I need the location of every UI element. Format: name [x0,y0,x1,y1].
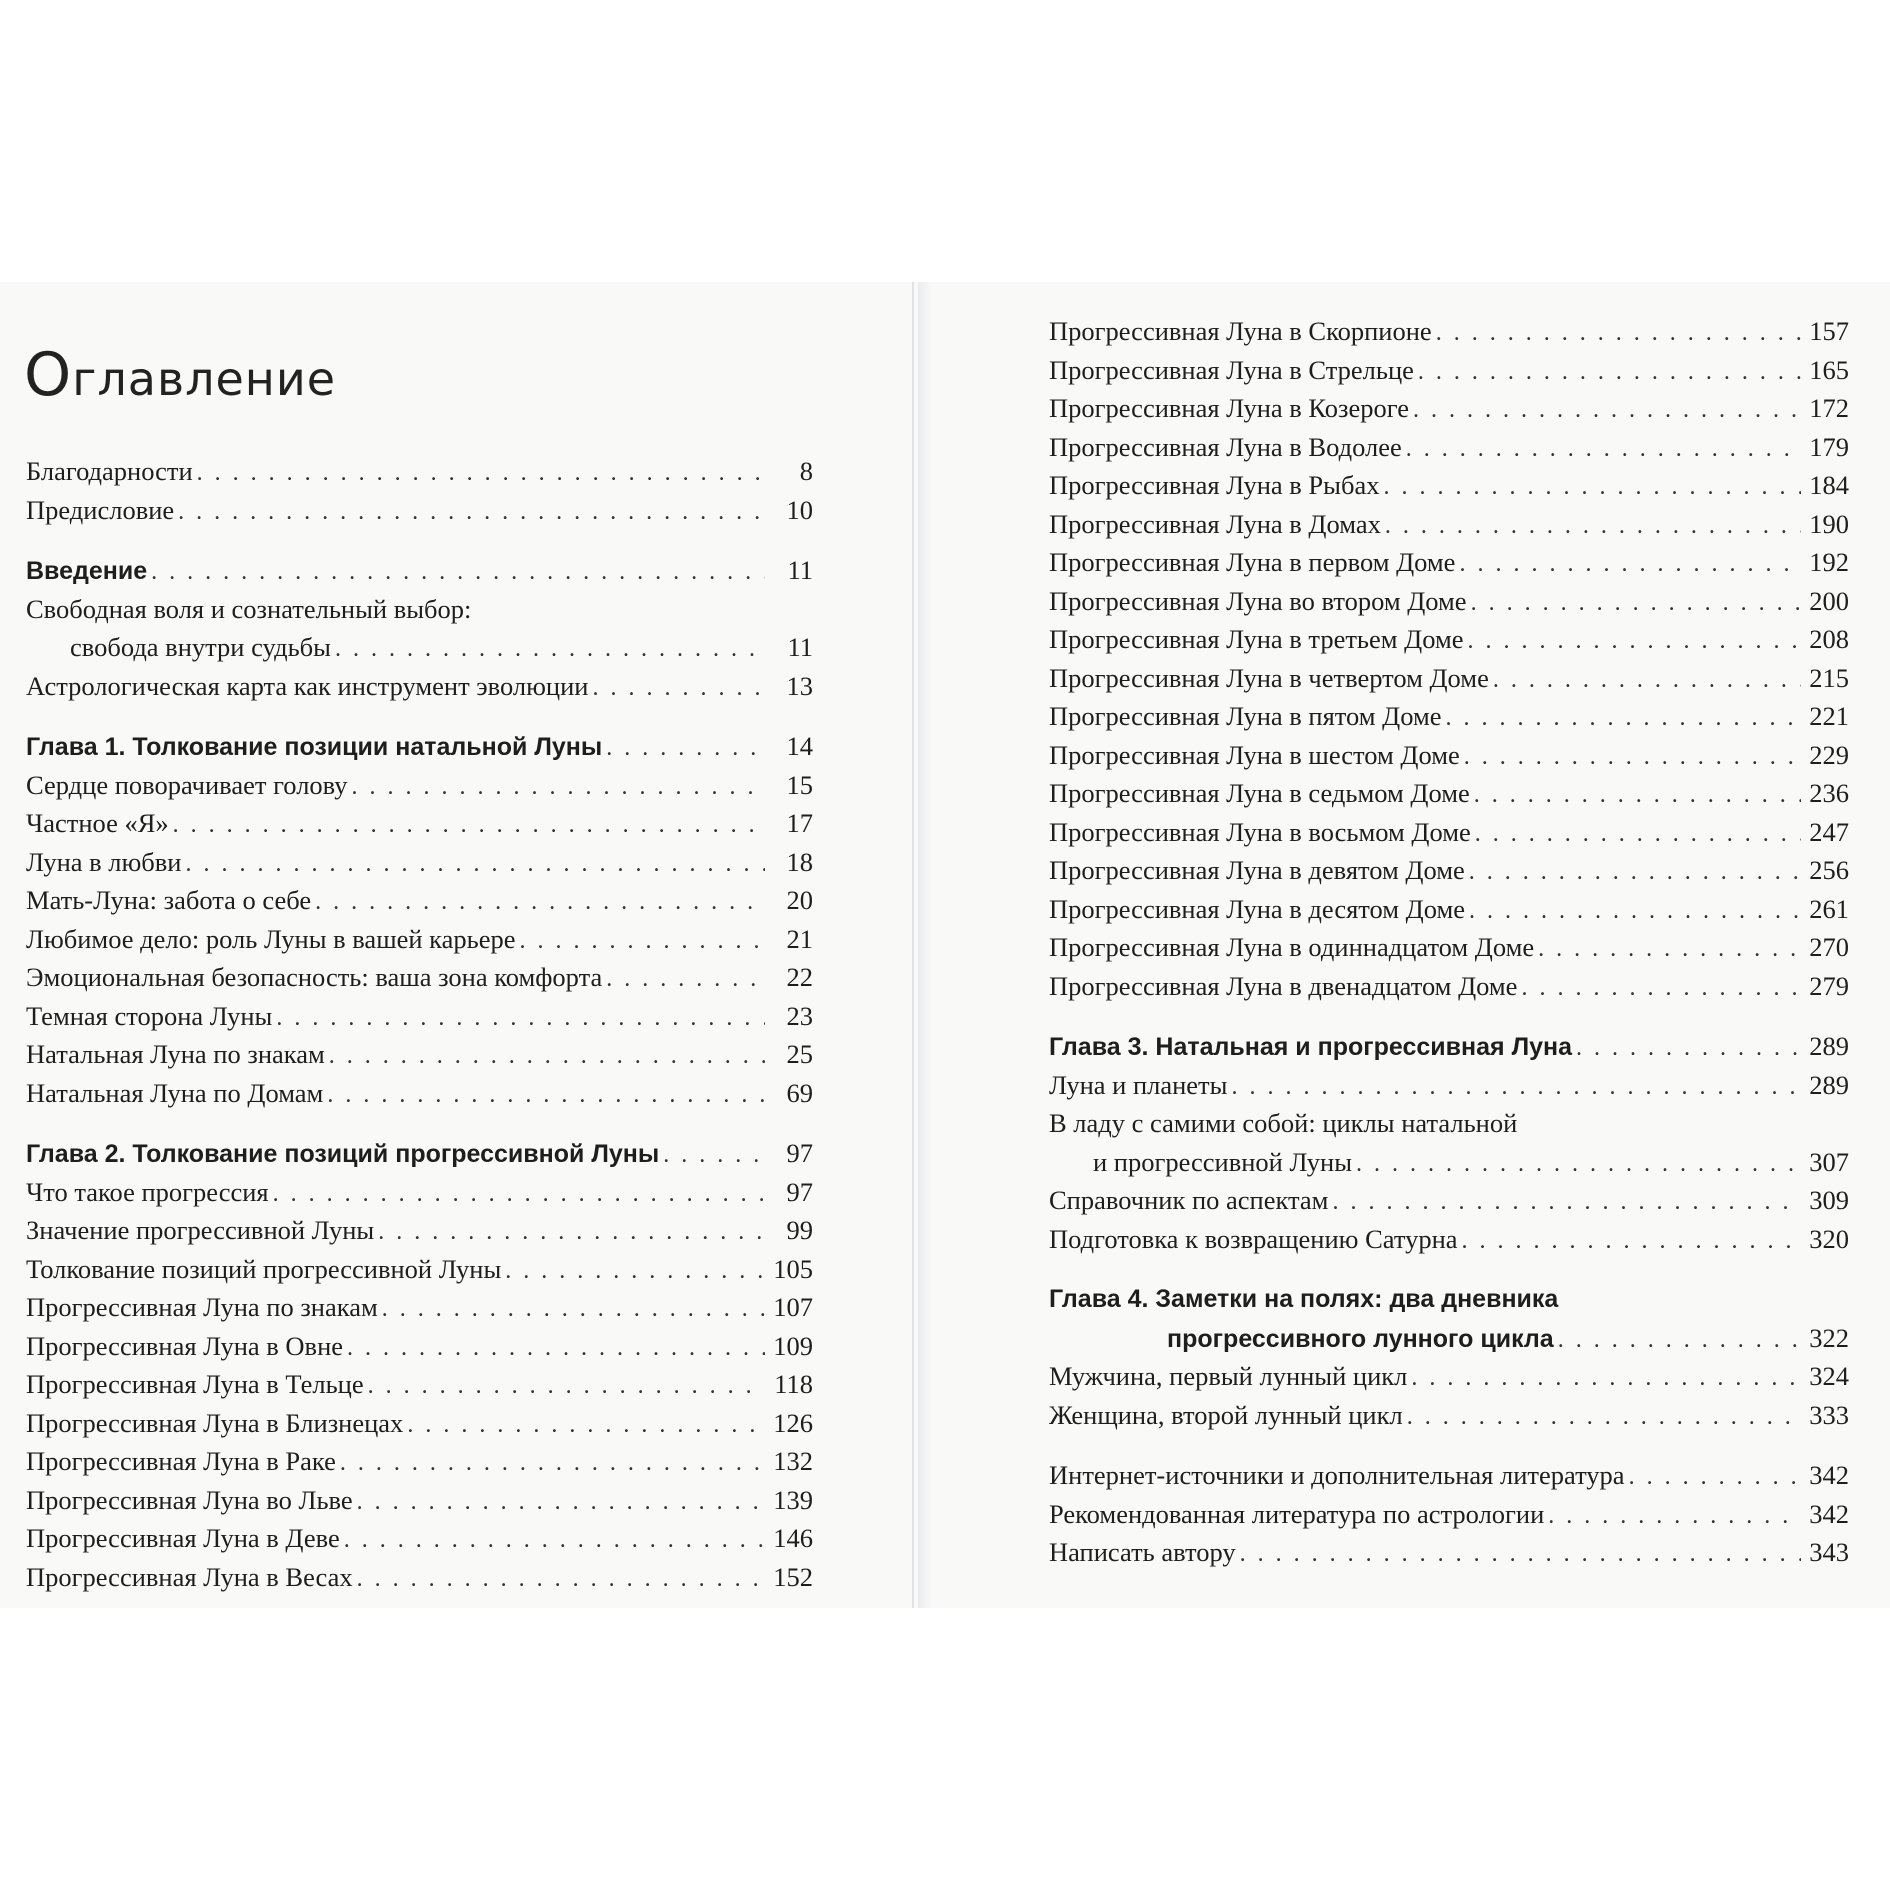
toc-left-list [26,452,813,1596]
toc-dot-leader [378,1213,765,1252]
toc-page-number: 190 [1809,508,1849,539]
toc-entry-title: Прогрессивная Луна в шестом Доме [1049,739,1460,770]
toc-entry [1049,774,1849,813]
toc-page-number: 13 [786,670,813,701]
toc-entry [26,1404,813,1443]
toc-page-number: 184 [1809,470,1849,500]
toc-entry-title: Прогрессивная Луна в одиннадцатом Доме [1049,932,1535,962]
toc-entry-title: Прогрессивная Луна в восьмом Доме [1049,816,1471,847]
toc-dot-leader [1464,738,1801,777]
toc-entry-title: Прогрессивная Луна в Деве [26,1523,340,1553]
toc-page-number: 15 [786,769,813,800]
toc-dot-leader [1576,1029,1801,1068]
toc-entry [26,843,813,882]
toc-dot-leader [1558,1321,1801,1360]
book-spine [912,282,914,1608]
toc-entry [26,628,813,667]
toc-entry-title: Прогрессивная Луна в Водолее [1049,431,1402,462]
toc-entry-title: Написать автору [1049,1537,1236,1567]
toc-entry-title: и прогрессивной Луны [1093,1146,1353,1177]
toc-page-number: 342 [1809,1498,1849,1529]
toc-entry [1049,697,1849,736]
toc-chapter-entry [26,727,813,766]
toc-entry-title: Мужчина, первый лунный цикл [1049,1361,1408,1391]
toc-page-number: 20 [786,885,813,915]
toc-entry-title: Луна в любви [26,846,182,877]
toc-dot-leader [173,806,765,845]
toc-page-number: 17 [786,808,813,838]
toc-dot-leader [1469,853,1801,892]
toc-entry [26,997,813,1036]
toc-entry [1049,466,1849,505]
toc-entry-title: Прогрессивная Луна в Овне [26,1330,344,1361]
toc-entry-title: Прогрессивная Луна в Скорпионе [1049,316,1432,346]
toc-entry-title: Луна и планеты [1049,1069,1228,1100]
toc-entry-title: Любимое дело: роль Луны в вашей карьере [26,923,516,954]
toc-entry-title: Прогрессивная Луна в Козероге [1049,393,1410,423]
toc-page-number: 132 [773,1446,813,1476]
toc-entry [26,958,813,997]
toc-entry [1049,1533,1849,1572]
toc-dot-leader [1413,391,1801,430]
toc-entry [1049,1357,1849,1396]
toc-page-number: 307 [1809,1146,1849,1177]
toc-entry [26,1365,813,1404]
toc-page-number: 261 [1809,893,1849,924]
toc-entry [1049,1456,1849,1495]
toc-dot-leader [1406,430,1801,469]
toc-entry [26,1250,813,1289]
left-page [0,282,930,1608]
toc-entry-title: Что такое прогрессия [26,1176,269,1207]
toc-dot-leader [352,768,765,807]
toc-entry-title: Прогрессивная Луна по знакам [26,1292,378,1322]
toc-entry-title: Прогрессивная Луна в десятом Доме [1049,893,1466,924]
toc-entry-title: Сердце поворачивает голову [26,769,348,800]
toc-dot-leader [1462,1222,1801,1261]
toc-entry-title: Прогрессивная Луна в Рыбах [1049,470,1380,500]
toc-page-number: 18 [786,846,813,877]
toc-entry-title: Значение прогрессивной Луны [26,1215,375,1245]
toc-entry [1049,1066,1849,1105]
toc-dot-leader [273,1175,765,1214]
toc-dot-leader [340,1444,765,1483]
toc-dot-leader [1459,545,1801,584]
toc-page-number: 126 [773,1407,813,1438]
toc-entry [1049,659,1849,698]
toc-chapter-entry [26,1134,813,1173]
toc-page-number: 109 [773,1330,813,1361]
toc-page-number: 22 [786,962,813,992]
toc-dot-leader [382,1290,765,1329]
toc-entry [1049,543,1849,582]
toc-page-number: 157 [1809,316,1849,346]
toc-page-number: 11 [787,555,813,585]
toc-page-number: 179 [1809,431,1849,462]
toc-page-number: 11 [787,632,813,662]
toc-dot-leader [1474,776,1801,815]
toc-chapter-entry [26,551,813,590]
toc-page-number: 342 [1809,1460,1849,1490]
toc-dot-leader [1411,1359,1801,1398]
toc-entry [26,1558,813,1597]
toc-entry [1049,312,1849,351]
toc-entry [26,1074,813,1113]
toc-entry-title: Толкование позиций прогрессивной Луны [26,1253,502,1284]
toc-dot-leader [407,1406,765,1445]
toc-dot-leader [1240,1535,1801,1574]
toc-entry-title: Прогрессивная Луна в двенадцатом Доме [1049,970,1518,1001]
toc-entry [1049,1143,1849,1182]
toc-entry-title: Прогрессивная Луна в Домах [1049,508,1381,539]
toc-page-number: 192 [1809,547,1849,577]
toc-entry [26,1288,813,1327]
toc-entry-title: Глава 2. Толкование позиций прогрессивной Луны [26,1140,660,1168]
toc-page-number: 343 [1809,1537,1849,1567]
toc-page-number: 208 [1809,624,1849,654]
toc-page-number: 99 [786,1215,813,1245]
toc-dot-leader [357,1483,765,1522]
toc-entry-title: Глава 3. Натальная и прогрессивная Луна [1049,1033,1573,1061]
toc-entry [26,1173,813,1212]
toc-entry-title: Введение [26,557,148,585]
toc-entry-title: Прогрессивная Луна в четвертом Доме [1049,662,1489,693]
toc-dot-leader [1418,353,1801,392]
toc-entry-title: Прогрессивная Луна в Раке [26,1446,336,1476]
toc-page-number: 69 [786,1077,813,1108]
toc-page-number: 23 [786,1000,813,1031]
toc-dot-leader [1385,507,1801,546]
toc-page-number: 236 [1809,778,1849,808]
toc-page-number: 25 [786,1039,813,1069]
toc-page-number: 333 [1809,1399,1849,1430]
toc-page-number: 97 [786,1138,813,1168]
title-first-letter: О [24,340,73,410]
toc-entry [1049,736,1849,775]
toc-entry [1049,890,1849,929]
toc-entry-title: В ладу с самими собой: циклы натальной [1049,1108,1518,1138]
toc-entry-title: Предисловие [26,494,175,525]
toc-entry [26,920,813,959]
toc-dot-leader [185,845,765,884]
toc-page-number: 270 [1809,932,1849,962]
toc-entry-title: Темная сторона Луны [26,1000,273,1031]
toc-entry [1049,620,1849,659]
toc-right-list [1049,312,1849,1572]
toc-entry [1049,1220,1849,1259]
toc-dot-leader [276,999,765,1038]
toc-entry-title: Прогрессивная Луна в третьем Доме [1049,624,1464,654]
toc-dot-leader [1383,468,1801,507]
toc-entry-title: Прогрессивная Луна в седьмом Доме [1049,778,1470,808]
toc-dot-leader [1521,969,1801,1008]
toc-page-number: 8 [799,456,813,486]
toc-page-number: 10 [786,494,813,525]
toc-page-number: 105 [773,1253,813,1284]
toc-entry-title: Женщина, второй лунный цикл [1049,1399,1403,1430]
toc-entry-title: Прогрессивная Луна в девятом Доме [1049,855,1465,885]
toc-page-number: 320 [1809,1223,1849,1254]
toc-entry [26,452,813,491]
toc-entry [1049,582,1849,621]
toc-dot-leader [357,1560,765,1599]
toc-page-number: 229 [1809,739,1849,770]
toc-entry-title: Глава 4. Заметки на полях: два дневника [1049,1285,1559,1313]
toc-entry-title: Прогрессивная Луна в Весах [26,1561,353,1592]
title-rest: главление [72,352,337,406]
toc-dot-leader [1468,622,1801,661]
toc-entry [26,491,813,530]
toc-entry-title: Благодарности [26,456,193,486]
toc-dot-leader [1446,699,1801,738]
spine-shadow [918,282,932,1608]
toc-page-number: 309 [1809,1185,1849,1215]
toc-dot-leader [1407,1398,1801,1437]
toc-dot-leader [1493,661,1801,700]
toc-entry-title: Прогрессивная Луна в Стрельце [1049,354,1414,385]
toc-dot-leader [1475,815,1801,854]
toc-entry-title: Астрологическая карта как инструмент эволюции [26,670,589,701]
toc-entry-title: прогрессивного лунного цикла [1167,1324,1554,1353]
toc-entry [1049,351,1849,390]
toc-dot-leader [329,1037,765,1076]
toc-page-number: 289 [1809,1031,1849,1061]
toc-entry [26,1035,813,1074]
toc-dot-leader [1231,1068,1801,1107]
toc-page-number: 247 [1809,816,1849,847]
toc-entry [1049,428,1849,467]
toc-page-number: 172 [1809,393,1849,423]
toc-page-number: 146 [773,1523,813,1553]
toc-entry-title: свобода внутри судьбы [70,632,331,662]
toc-dot-leader [1548,1497,1801,1536]
toc-page-number: 21 [786,923,813,954]
toc-page-number: 165 [1809,354,1849,385]
toc-entry-title: Натальная Луна по Домам [26,1077,324,1108]
toc-entry [1049,1396,1849,1435]
toc-entry [1049,813,1849,852]
toc-chapter-entry [1049,1280,1849,1319]
toc-page-number: 152 [773,1561,813,1592]
toc-entry [26,766,813,805]
toc-entry [1049,389,1849,428]
toc-dot-leader [663,1136,765,1175]
toc-entry-title: Прогрессивная Луна в первом Доме [1049,547,1456,577]
toc-right-column [1049,312,1849,1572]
toc-page-number: 289 [1809,1069,1849,1100]
toc-dot-leader [178,493,765,532]
toc-entry [26,667,813,706]
toc-entry-title: Прогрессивная Луна в Тельце [26,1369,364,1399]
page-title [24,340,336,410]
toc-entry-title: Частное «Я» [26,808,169,838]
toc-entry-title: Интернет-источники и дополнительная литература [1049,1460,1625,1490]
toc-page-number: 324 [1809,1361,1849,1391]
toc-dot-leader [344,1521,765,1560]
toc-entry [26,881,813,920]
toc-dot-leader [327,1076,765,1115]
toc-dot-leader [347,1329,765,1368]
toc-dot-leader [606,729,765,768]
toc-entry [26,1211,813,1250]
toc-dot-leader [592,669,765,708]
toc-page-number: 215 [1809,662,1849,693]
toc-entry [1049,928,1849,967]
toc-entry-title: Прогрессивная Луна во Льве [26,1484,353,1515]
toc-entry-title: Натальная Луна по знакам [26,1039,325,1069]
toc-entry-title: Глава 1. Толкование позиции натальной Луны [26,733,603,761]
toc-dot-leader [1436,314,1801,353]
toc-dot-leader [1332,1183,1801,1222]
toc-page-number: 221 [1809,701,1849,731]
toc-entry [1049,1495,1849,1534]
toc-dot-leader [315,883,765,922]
toc-entry-title: Рекомендованная литература по астрологии [1049,1498,1545,1529]
toc-page-number: 322 [1809,1322,1849,1353]
toc-dot-leader [1629,1458,1801,1497]
toc-entry [26,590,813,629]
toc-dot-leader [1471,584,1801,623]
toc-page-number: 14 [786,731,813,761]
toc-entry [26,1481,813,1520]
book-spread [0,282,1890,1608]
toc-chapter-entry [1049,1319,1849,1358]
toc-chapter-entry [1049,1027,1849,1066]
toc-page-number: 200 [1809,585,1849,616]
toc-page-number: 107 [773,1292,813,1322]
toc-dot-leader [335,630,765,669]
toc-entry [1049,505,1849,544]
toc-entry-title: Свободная воля и сознательный выбор: [26,593,472,624]
toc-entry-title: Прогрессивная Луна в Близнецах [26,1407,404,1438]
toc-entry [1049,1104,1849,1143]
toc-entry [26,804,813,843]
toc-entry [26,1519,813,1558]
toc-dot-leader [197,454,765,493]
toc-page-number: 97 [786,1176,813,1207]
toc-entry [1049,967,1849,1006]
toc-entry-title: Справочник по аспектам [1049,1185,1329,1215]
toc-entry [1049,851,1849,890]
toc-dot-leader [368,1367,765,1406]
toc-page-number: 139 [773,1484,813,1515]
toc-dot-leader [1356,1145,1801,1184]
toc-dot-leader [520,922,765,961]
toc-entry-title: Прогрессивная Луна в пятом Доме [1049,701,1442,731]
toc-entry-title: Подготовка к возвращению Сатурна [1049,1223,1458,1254]
toc-dot-leader [1538,930,1801,969]
toc-entry-title: Прогрессивная Луна во втором Доме [1049,585,1467,616]
toc-entry [26,1442,813,1481]
toc-page-number: 256 [1809,855,1849,885]
toc-left-column [26,452,813,1596]
toc-entry-title: Эмоциональная безопасность: ваша зона комфорта [26,962,603,992]
toc-entry [1049,1181,1849,1220]
toc-entry [26,1327,813,1366]
toc-page-number: 118 [774,1369,813,1399]
toc-dot-leader [1469,892,1801,931]
toc-dot-leader [606,960,765,999]
toc-page-number: 279 [1809,970,1849,1001]
toc-entry-title: Мать-Луна: забота о себе [26,885,312,915]
toc-dot-leader [151,553,765,592]
toc-dot-leader [505,1252,765,1291]
